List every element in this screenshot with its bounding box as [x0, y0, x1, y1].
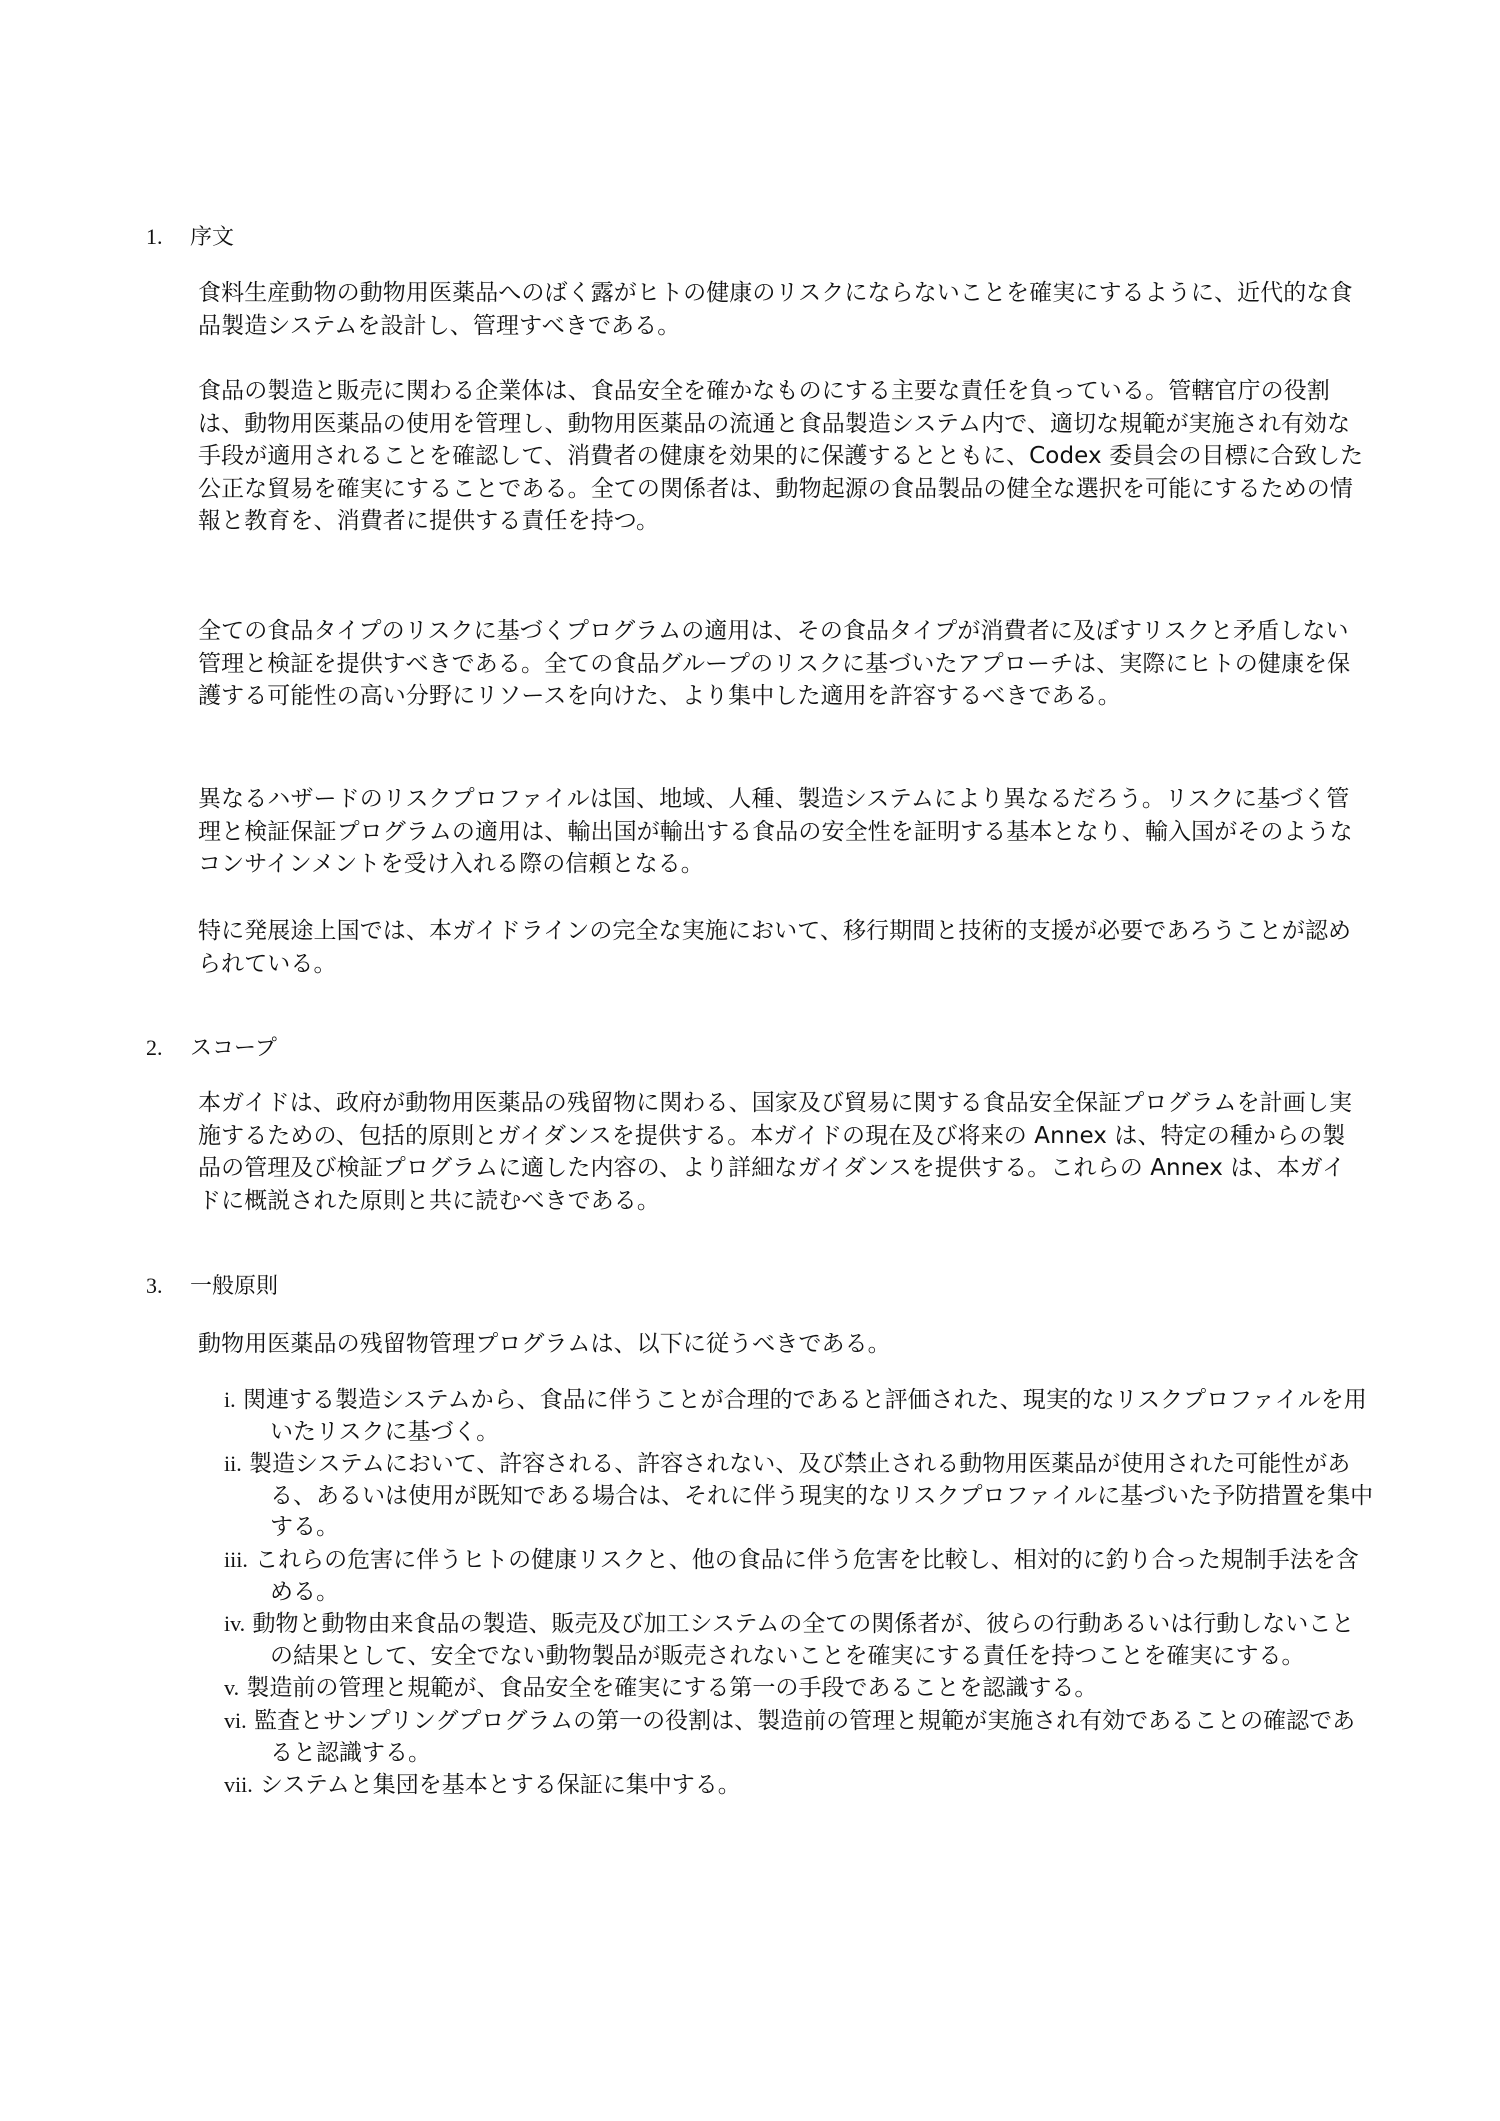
list-marker: vii.	[224, 1772, 253, 1798]
list-item	[224, 1672, 1374, 1705]
list-text: 関連する製造システムから、食品に伴うことが合理的であると評価された、現実的なリスクプロファイルを用いたリスクに基づく。	[242, 1387, 1367, 1445]
list-text: 監査とサンプリングプログラムの第一の役割は、製造前の管理と規範が実施され有効であることの確認であると認識する。	[253, 1707, 1356, 1766]
paragraph: 食料生産動物の動物用医薬品へのばく露がヒトの健康のリスクにならないことを確実にするように、近代的な食品製造システムを設計し、管理すべきである。	[198, 280, 1353, 339]
list-marker: iii.	[224, 1546, 248, 1572]
paragraph: 食品の製造と販売に関わる企業体は、食品安全を確かなものにする主要な責任を負っている。管轄官庁の役割は、動物用医薬品の使用を管理し、動物用医薬品の流通と食品製造システム内で、適切な規範が実施され有効な手段が適用されることを確認して、消費者の健康を効果的に保護するとともに、Codex 委員会の目標に合致した公正な貿易を確実にすることである。全ての関係者は、動物起源の食品製品の健全な選択を可能にするための情報と教育を、消費者に提供する責任を持つ。	[198, 378, 1364, 535]
list-item	[224, 1544, 1374, 1608]
list-marker: iv.	[224, 1611, 246, 1637]
section-number: 1.	[146, 224, 163, 249]
list-text: これらの危害に伴うヒトの健康リスクと、他の食品に伴う危害を比較し、相対的に釣り合った規制手法を含める。	[255, 1546, 1359, 1605]
list-marker: vi.	[224, 1707, 247, 1733]
paragraph: 動物用医薬品の残留物管理プログラムは、以下に従うべきである。	[198, 1331, 891, 1357]
list-item	[224, 1608, 1374, 1672]
section-title: スコープ	[190, 1036, 277, 1061]
list-text: 製造システムにおいて、許容される、許容されない、及び禁止される動物用医薬品が使用された可能性がある、あるいは使用が既知である場合は、それに伴う現実的なリスクプロファイルに基づいた予防措置を集中する。	[249, 1451, 1374, 1541]
section-title: 序文	[190, 225, 235, 250]
paragraph: 全ての食品タイプのリスクに基づくプログラムの適用は、その食品タイプが消費者に及ぼすリスクと矛盾しない管理と検証を提供すべきである。全ての食品グループのリスクに基づいたアプローチは、実際にヒトの健康を保護する可能性の高い分野にリソースを向けた、より集中した適用を許容するべきである。	[198, 618, 1351, 710]
principles-list	[224, 1384, 1374, 1802]
list-item	[224, 1448, 1374, 1544]
paragraph: 本ガイドは、政府が動物用医薬品の残留物に関わる、国家及び貿易に関する食品安全保証プログラムを計画し実施するための、包括的原則とガイダンスを提供する。本ガイドの現在及び将来の Annex は、特定の種からの製品の管理及び検証プログラムに適した内容の、より詳細なガイダンスを提供する。これらの Annex は、本ガイドに概説された原則と共に読むべきである。	[198, 1090, 1353, 1214]
list-marker: i.	[224, 1387, 236, 1412]
section-heading-preface	[146, 222, 234, 253]
section-number: 3.	[146, 1273, 163, 1298]
paragraph: 特に発展途上国では、本ガイドラインの完全な実施において、移行期間と技術的支援が必要であろうことが認められている。	[198, 918, 1352, 977]
list-text: システムと集団を基本とする保証に集中する。	[260, 1772, 741, 1799]
list-text: 動物と動物由来食品の製造、販売及び加工システムの全ての関係者が、彼らの行動あるいは行動しないことの結果として、安全でない動物製品が販売されないことを確実にする責任を持つことを確実にする。	[252, 1611, 1355, 1669]
section-title: 一般原則	[190, 1274, 279, 1299]
list-item	[224, 1384, 1374, 1448]
section-heading-scope	[146, 1033, 277, 1064]
paragraph: 異なるハザードのリスクプロファイルは国、地域、人種、製造システムにより異なるだろう。リスクに基づく管理と検証保証プログラムの適用は、輸出国が輸出する食品の安全性を証明する基本となり、輸入国がそのようなコンサインメントを受け入れる際の信頼となる。	[198, 786, 1353, 878]
section-number: 2.	[146, 1035, 163, 1060]
list-item	[224, 1769, 1374, 1802]
section-heading-general-principles	[146, 1271, 278, 1302]
list-item	[224, 1705, 1374, 1769]
list-text: 製造前の管理と規範が、食品安全を確実にする第一の手段であることを認識する。	[246, 1675, 1098, 1702]
list-marker: ii.	[224, 1451, 242, 1477]
list-marker: v.	[224, 1675, 240, 1701]
